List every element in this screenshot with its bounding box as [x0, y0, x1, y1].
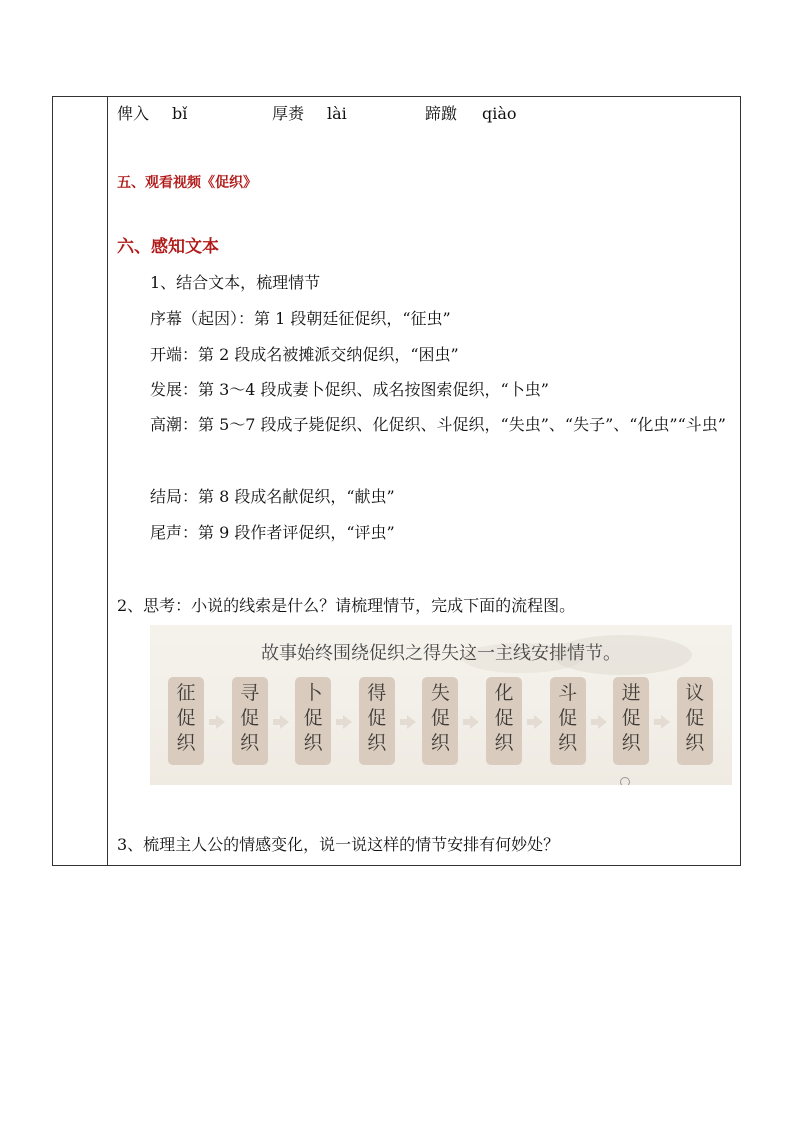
pinyin-row [117, 104, 717, 124]
pinyin-2: lài [327, 104, 347, 123]
plot-prologue: 序幕（起因）：第 1 段朝廷征促织，“征虫” [150, 309, 451, 328]
item-3-question: 3、梳理主人公的情感变化，说一说这样的情节安排有何妙处？ [117, 835, 560, 854]
flow-step: 得 促 织 [359, 677, 395, 765]
plot-epilogue: 尾声：第 9 段作者评促织，“评虫” [150, 523, 395, 542]
pinyin-word-1: 俾入 [117, 104, 150, 123]
plot-beginning: 开端：第 2 段成名被摊派交纳促织，“困虫” [150, 345, 459, 364]
plot-development: 发展：第 3～4 段成妻卜促织、成名按图索促织，“卜虫” [150, 380, 549, 399]
flow-arrow-icon [661, 715, 670, 729]
flow-arrow-icon [216, 715, 225, 729]
flow-step: 失 促 织 [422, 677, 458, 765]
item-2-question: 2、思考：小说的线索是什么？请梳理情节，完成下面的流程图。 [117, 596, 576, 615]
flow-arrow-icon [470, 715, 479, 729]
decor-dot [620, 777, 630, 785]
flow-arrow-icon [343, 715, 352, 729]
pinyin-3: qiào [482, 104, 517, 123]
plot-climax: 高潮：第 5～7 段成子毙促织、化促织、斗促织，“失虫”、“失子”、“化虫”“斗虫” [150, 415, 726, 434]
flow-arrow-icon [280, 715, 289, 729]
flow-step: 卜 促 织 [295, 677, 331, 765]
section-6-heading: 六、感知文本 [117, 237, 219, 257]
flow-step: 征 促 织 [168, 677, 204, 765]
flow-arrow-icon [407, 715, 416, 729]
item-1-heading: 1、结合文本，梳理情节 [150, 273, 321, 292]
pinyin-word-3: 蹄躈 [425, 104, 458, 123]
table-column-divider [107, 96, 108, 866]
flow-step: 化 促 织 [486, 677, 522, 765]
flow-arrow-icon [534, 715, 543, 729]
flow-step: 寻 促 织 [232, 677, 268, 765]
flow-arrow-icon [598, 715, 607, 729]
section-5-heading: 五、观看视频《促织》 [117, 175, 257, 191]
flowchart-title: 故事始终围绕促织之得失这一主线安排情节。 [261, 643, 621, 664]
flow-step: 进 促 织 [613, 677, 649, 765]
flow-step: 议 促 织 [677, 677, 713, 765]
pinyin-word-2: 厚赉 [272, 104, 305, 123]
pinyin-1: bǐ [172, 104, 188, 123]
plot-flowchart [150, 625, 732, 785]
flow-step: 斗 促 织 [550, 677, 586, 765]
plot-ending: 结局：第 8 段成名献促织，“献虫” [150, 487, 395, 506]
